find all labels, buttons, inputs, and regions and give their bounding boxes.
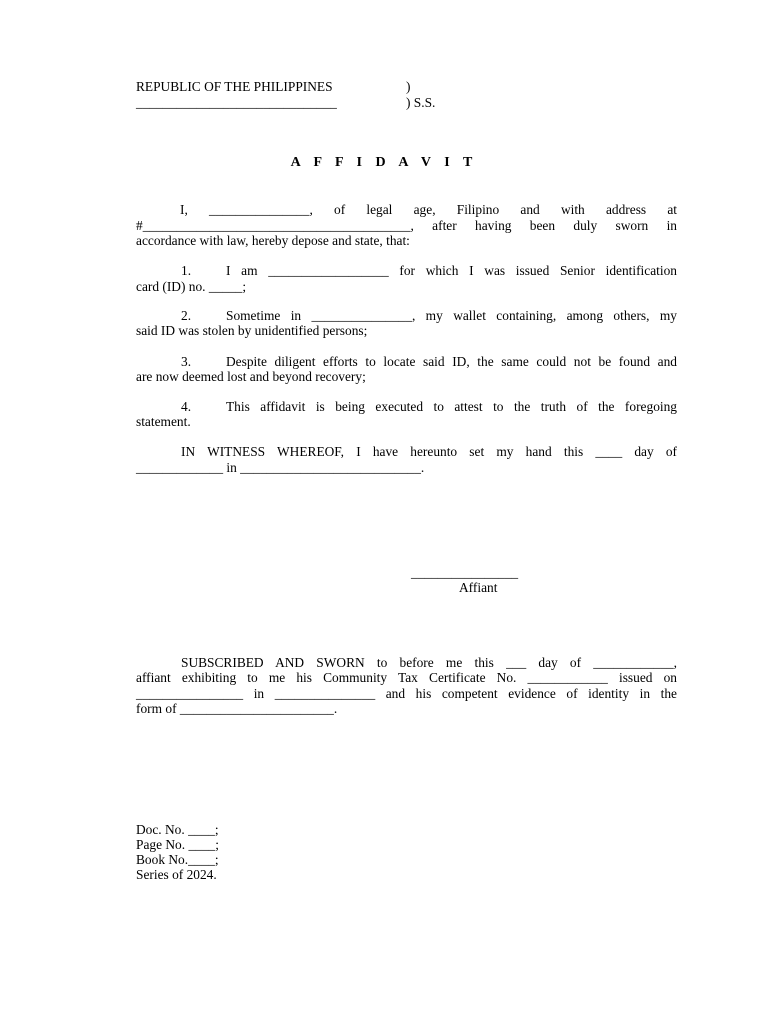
- item-4-line-1: This affidavit is being executed to attest to the truth of the foregoing: [226, 399, 677, 414]
- witness-line-2: _____________ in ___________________________.: [136, 460, 425, 475]
- document-title: A F F I D A V I T: [290, 155, 478, 170]
- item-2-line-2: said ID was stolen by unidentified persons;: [136, 323, 368, 338]
- republic-heading: REPUBLIC OF THE PHILIPPINES: [136, 79, 333, 94]
- jurat-line-3: ________________ in _______________ and his competent evidence of identity in the: [136, 686, 677, 701]
- venue-blank-line: ______________________________: [136, 95, 337, 110]
- intro-line-3: accordance with law, hereby depose and state, that:: [136, 233, 410, 248]
- item-1-number: 1.: [181, 263, 192, 278]
- item-3-number: 3.: [181, 354, 192, 369]
- book-number: Book No.____;: [136, 852, 219, 867]
- intro-line-1: I, _______________, of legal age, Filipino and with address at: [180, 202, 677, 217]
- page-number: Page No. ____;: [136, 837, 219, 852]
- intro-line-2: #________________________________________, after having been duly sworn in: [136, 218, 677, 233]
- item-2-number: 2.: [181, 308, 192, 323]
- affiant-label: Affiant: [459, 580, 498, 595]
- witness-line-1: IN WITNESS WHEREOF, I have hereunto set my hand this ____ day of: [181, 444, 677, 459]
- jurat-line-4: form of _______________________.: [136, 701, 338, 716]
- item-3-line-2: are now deemed lost and beyond recovery;: [136, 369, 366, 384]
- doc-number: Doc. No. ____;: [136, 822, 219, 837]
- venue-ss-label: ) S.S.: [406, 95, 436, 110]
- item-1-line-2: card (ID) no. _____;: [136, 279, 247, 294]
- jurat-line-2: affiant exhibiting to me his Community Tax Certificate No. ____________ issued on: [136, 670, 677, 685]
- affiant-signature-line: ________________: [411, 565, 519, 580]
- item-4-number: 4.: [181, 399, 192, 414]
- item-2-line-1: Sometime in _______________, my wallet containing, among others, my: [226, 308, 677, 323]
- item-3-line-1: Despite diligent efforts to locate said ID, the same could not be found and: [226, 354, 677, 369]
- item-1-line-1: I am __________________ for which I was issued Senior identification: [226, 263, 677, 278]
- jurat-line-1: SUBSCRIBED AND SWORN to before me this ___ day of ____________,: [181, 655, 677, 670]
- series-year: Series of 2024.: [136, 867, 217, 882]
- item-4-line-2: statement.: [136, 414, 191, 429]
- venue-bracket-top: ): [406, 79, 411, 94]
